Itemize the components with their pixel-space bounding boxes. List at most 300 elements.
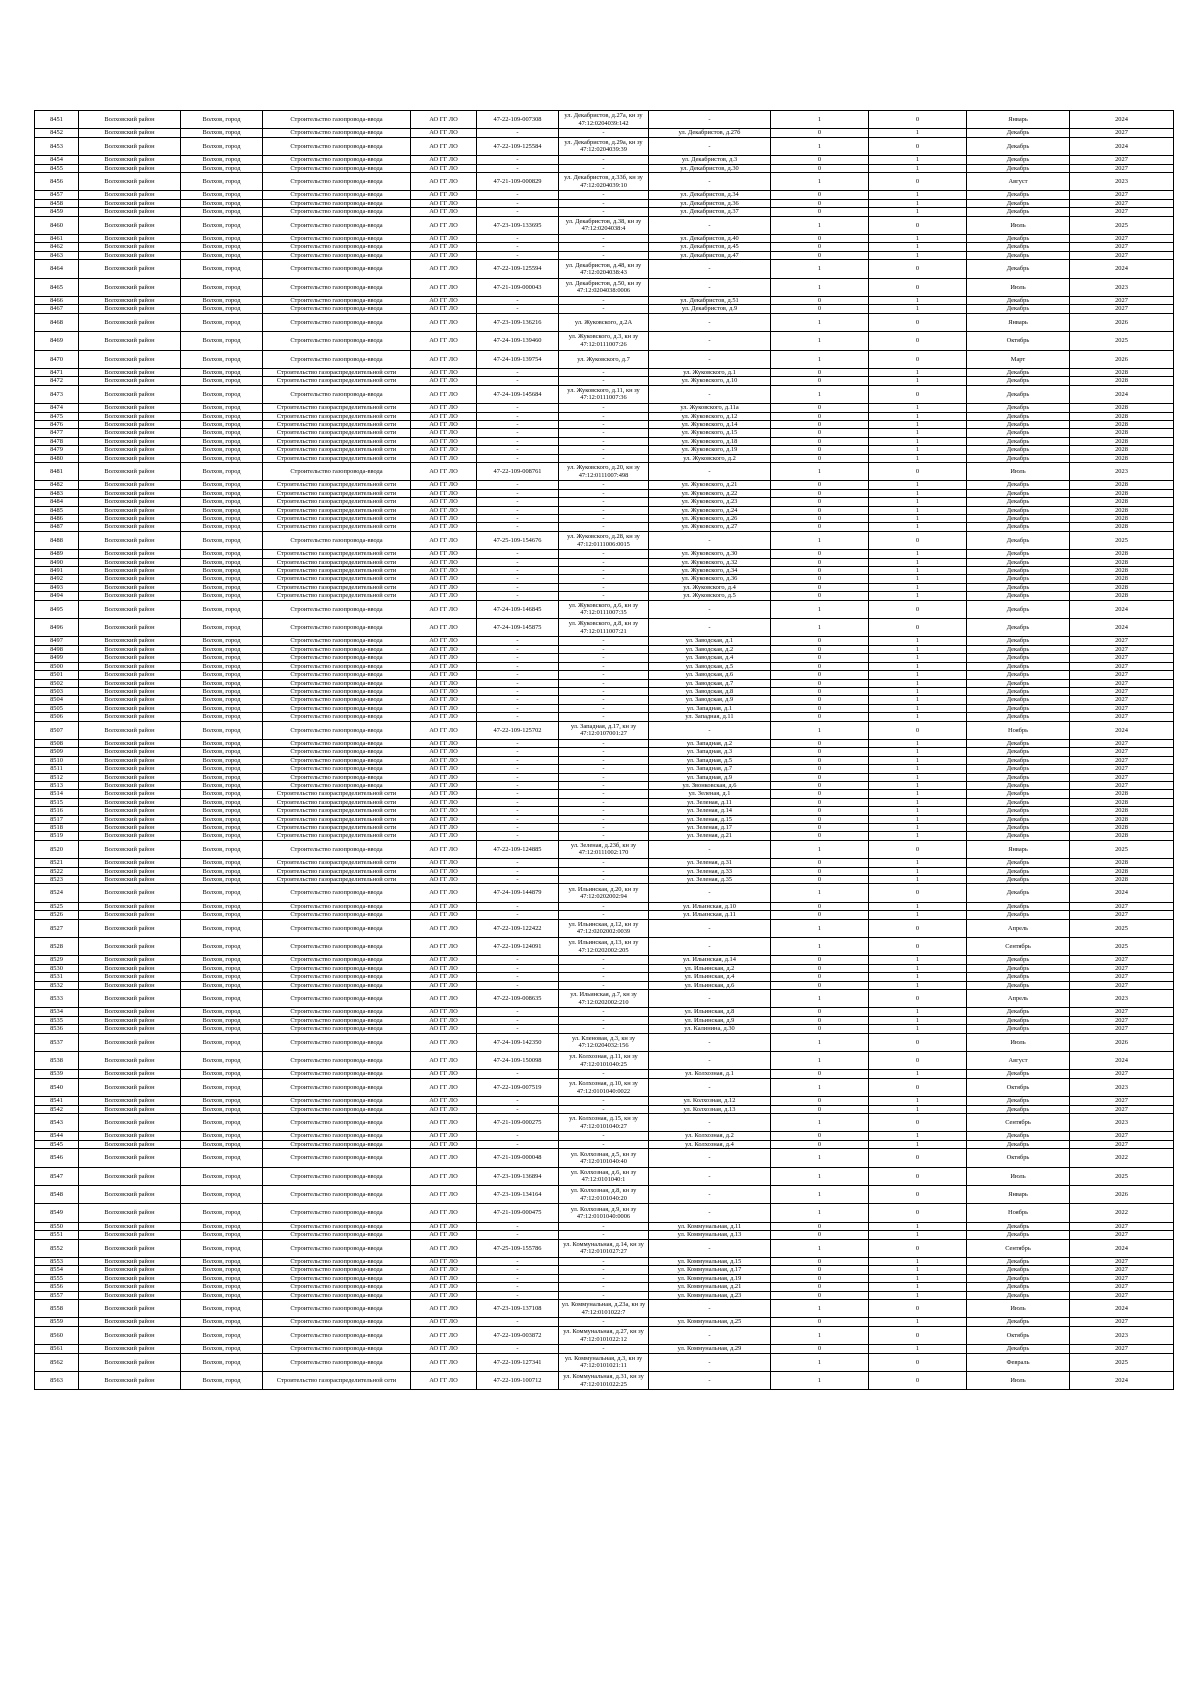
row-number-cell: 8470 [35,350,79,368]
row-number-cell: 8524 [35,884,79,902]
count-a-cell: 1 [771,313,869,331]
count-a-cell: 0 [771,1140,869,1148]
organization-cell: АО ГГ ЛО [411,1372,477,1390]
row-number-cell: 8515 [35,798,79,806]
table-row [35,567,1174,575]
city-cell: Волхов, город [181,216,263,234]
organization-cell: АО ГГ ЛО [411,531,477,549]
address-cadastral-cell: ул. Западная, д.17, кн зу 47:12:0107001:27 [559,721,649,739]
month-cell: Январь [967,1186,1070,1204]
city-cell: Волхов, город [181,515,263,523]
count-b-cell: 1 [869,756,967,764]
row-number-cell: 8494 [35,592,79,600]
table-row [35,973,1174,981]
count-a-cell: 0 [771,645,869,653]
work-type-cell: Строительство газопровода-ввода [263,199,411,207]
work-type-cell: Строительство газораспределительной сети [263,1372,411,1390]
table-row [35,1274,1174,1282]
count-a-cell: 0 [771,575,869,583]
work-type-cell: Строительство газораспределительной сети [263,859,411,867]
year-cell: 2024 [1070,1300,1174,1318]
month-cell: Декабрь [967,446,1070,454]
year-cell: 2027 [1070,191,1174,199]
count-a-cell: 0 [771,773,869,781]
table-row [35,765,1174,773]
month-cell: Август [967,1052,1070,1070]
organization-cell: АО ГГ ЛО [411,1016,477,1024]
address-cadastral-cell: - [559,704,649,712]
application-number-cell: - [477,129,559,137]
application-number-cell: - [477,305,559,313]
address-cell: ул. Декабристов, д.36 [649,199,771,207]
address-cell: ул. Звонковская, д.6 [649,781,771,789]
organization-cell: АО ГГ ЛО [411,902,477,910]
count-a-cell: 0 [771,1274,869,1282]
row-number-cell: 8469 [35,332,79,350]
row-number-cell: 8478 [35,437,79,445]
row-number-cell: 8487 [35,523,79,531]
application-number-cell: 47-22-109-003872 [477,1326,559,1344]
year-cell: 2028 [1070,823,1174,831]
city-cell: Волхов, город [181,773,263,781]
application-number-cell: - [477,704,559,712]
table-row [35,592,1174,600]
organization-cell: АО ГГ ЛО [411,1353,477,1371]
year-cell: 2024 [1070,137,1174,155]
work-type-cell: Строительство газопровода-ввода [263,1025,411,1033]
address-cell: - [649,1353,771,1371]
address-cadastral-cell: - [559,1274,649,1282]
month-cell: Декабрь [967,1097,1070,1105]
row-number-cell: 8453 [35,137,79,155]
application-number-cell: - [477,592,559,600]
month-cell: Декабрь [967,515,1070,523]
application-number-cell: - [477,1105,559,1113]
application-number-cell: 47-22-109-008635 [477,990,559,1008]
year-cell: 2028 [1070,421,1174,429]
district-cell: Волховский район [79,575,181,583]
count-b-cell: 1 [869,807,967,815]
count-b-cell: 1 [869,1070,967,1078]
month-cell: Декабрь [967,1008,1070,1016]
address-cell: ул. Зеленая, д.21 [649,832,771,840]
address-cell: ул. Коммунальная, д.25 [649,1318,771,1326]
address-cadastral-cell: ул. Жуковского, д.20, кн зу 47:12:0111007:498 [559,463,649,481]
address-cell: ул. Заводская, д.4 [649,654,771,662]
city-cell: Волхов, город [181,619,263,637]
row-number-cell: 8551 [35,1231,79,1239]
row-number-cell: 8532 [35,981,79,989]
count-b-cell: 1 [869,1008,967,1016]
application-number-cell: - [477,973,559,981]
month-cell: Июль [967,1033,1070,1051]
table-row [35,489,1174,497]
count-a-cell: 1 [771,919,869,937]
count-b-cell: 1 [869,765,967,773]
address-cadastral-cell: - [559,1222,649,1230]
count-b-cell: 1 [869,297,967,305]
month-cell: Декабрь [967,567,1070,575]
city-cell: Волхов, город [181,531,263,549]
row-number-cell: 8501 [35,671,79,679]
count-b-cell: 0 [869,1052,967,1070]
table-row [35,531,1174,549]
address-cell: ул. Зеленая, д.17 [649,823,771,831]
row-number-cell: 8496 [35,619,79,637]
table-row [35,964,1174,972]
address-cell: - [649,173,771,191]
year-cell: 2028 [1070,859,1174,867]
work-type-cell: Строительство газопровода-ввода [263,902,411,910]
address-cadastral-cell: - [559,481,649,489]
count-b-cell: 1 [869,748,967,756]
address-cell: ул. Коммунальная, д.15 [649,1257,771,1265]
application-number-cell: - [477,823,559,831]
month-cell: Декабрь [967,531,1070,549]
count-b-cell: 1 [869,832,967,840]
count-b-cell: 0 [869,278,967,296]
organization-cell: АО ГГ ЛО [411,1140,477,1148]
work-type-cell: Строительство газораспределительной сети [263,377,411,385]
organization-cell: АО ГГ ЛО [411,876,477,884]
address-cadastral-cell: - [559,756,649,764]
year-cell: 2025 [1070,1353,1174,1371]
address-cadastral-cell: ул. Жуковского, д.11, кн зу 47:12:0111007:36 [559,385,649,403]
year-cell: 2028 [1070,592,1174,600]
count-b-cell: 0 [869,1186,967,1204]
month-cell: Декабрь [967,696,1070,704]
city-cell: Волхов, город [181,600,263,618]
count-a-cell: 0 [771,739,869,747]
address-cell: ул. Коммунальная, д.17 [649,1266,771,1274]
address-cell: - [649,531,771,549]
district-cell: Волховский район [79,421,181,429]
row-number-cell: 8479 [35,446,79,454]
organization-cell: АО ГГ ЛО [411,583,477,591]
row-number-cell: 8484 [35,498,79,506]
address-cell: ул. Ильинская, д.8 [649,1008,771,1016]
work-type-cell: Строительство газопровода-ввода [263,662,411,670]
district-cell: Волховский район [79,297,181,305]
work-type-cell: Строительство газопровода-ввода [263,739,411,747]
row-number-cell: 8490 [35,558,79,566]
district-cell: Волховский район [79,815,181,823]
application-number-cell: 47-22-109-124091 [477,938,559,956]
application-number-cell: - [477,481,559,489]
month-cell: Декабрь [967,671,1070,679]
count-b-cell: 1 [869,1345,967,1353]
row-number-cell: 8454 [35,156,79,164]
district-cell: Волховский район [79,1186,181,1204]
organization-cell: АО ГГ ЛО [411,781,477,789]
city-cell: Волхов, город [181,654,263,662]
address-cell: ул. Колхозная, д.12 [649,1097,771,1105]
city-cell: Волхов, город [181,191,263,199]
count-b-cell: 0 [869,463,967,481]
organization-cell: АО ГГ ЛО [411,129,477,137]
table-row [35,454,1174,462]
district-cell: Волховский район [79,412,181,420]
address-cell: - [649,463,771,481]
district-cell: Волховский район [79,654,181,662]
application-number-cell: - [477,1274,559,1282]
year-cell: 2027 [1070,713,1174,721]
organization-cell: АО ГГ ЛО [411,859,477,867]
organization-cell: АО ГГ ЛО [411,1291,477,1299]
district-cell: Волховский район [79,637,181,645]
table-row [35,350,1174,368]
year-cell: 2028 [1070,832,1174,840]
address-cell: - [649,1114,771,1132]
organization-cell: АО ГГ ЛО [411,600,477,618]
month-cell: Декабрь [967,1291,1070,1299]
work-type-cell: Строительство газораспределительной сети [263,832,411,840]
year-cell: 2028 [1070,454,1174,462]
work-type-cell: Строительство газопровода-ввода [263,173,411,191]
row-number-cell: 8452 [35,129,79,137]
count-a-cell: 0 [771,368,869,376]
table-row [35,981,1174,989]
count-b-cell: 1 [869,1283,967,1291]
count-a-cell: 0 [771,412,869,420]
address-cell: ул. Жуковского, д.5 [649,592,771,600]
table-row [35,637,1174,645]
organization-cell: АО ГГ ЛО [411,463,477,481]
district-cell: Волховский район [79,156,181,164]
city-cell: Волхов, город [181,781,263,789]
table-row [35,515,1174,523]
year-cell: 2023 [1070,1326,1174,1344]
address-cell: ул. Коммунальная, д.29 [649,1345,771,1353]
year-cell: 2025 [1070,216,1174,234]
month-cell: Июль [967,1372,1070,1390]
table-row [35,523,1174,531]
year-cell: 2023 [1070,278,1174,296]
year-cell: 2027 [1070,696,1174,704]
work-type-cell: Строительство газораспределительной сети [263,506,411,514]
organization-cell: АО ГГ ЛО [411,654,477,662]
district-cell: Волховский район [79,429,181,437]
organization-cell: АО ГГ ЛО [411,385,477,403]
year-cell: 2028 [1070,876,1174,884]
address-cell: - [649,1326,771,1344]
work-type-cell: Строительство газораспределительной сети [263,867,411,875]
address-cadastral-cell: ул. Коммунальная, д.3, кн зу 47:12:0101021:11 [559,1353,649,1371]
application-number-cell: 47-21-109-000043 [477,278,559,296]
work-type-cell: Строительство газопровода-ввода [263,645,411,653]
work-type-cell: Строительство газопровода-ввода [263,235,411,243]
row-number-cell: 8555 [35,1274,79,1282]
application-number-cell: - [477,523,559,531]
table-row [35,1016,1174,1024]
count-b-cell: 1 [869,421,967,429]
year-cell: 2028 [1070,404,1174,412]
address-cell: - [649,1372,771,1390]
city-cell: Волхов, город [181,164,263,172]
city-cell: Волхов, город [181,1231,263,1239]
row-number-cell: 8526 [35,911,79,919]
month-cell: Декабрь [967,756,1070,764]
year-cell: 2022 [1070,1149,1174,1167]
count-b-cell: 1 [869,1257,967,1265]
work-type-cell: Строительство газораспределительной сети [263,454,411,462]
address-cell: ул. Зеленая, д.14 [649,807,771,815]
application-number-cell: 47-22-109-100712 [477,1372,559,1390]
organization-cell: АО ГГ ЛО [411,687,477,695]
count-a-cell: 0 [771,1008,869,1016]
district-cell: Волховский район [79,1266,181,1274]
count-b-cell: 0 [869,173,967,191]
organization-cell: АО ГГ ЛО [411,1204,477,1222]
address-cell: ул. Западная, д.2 [649,739,771,747]
address-cadastral-cell: - [559,1070,649,1078]
month-cell: Декабрь [967,260,1070,278]
city-cell: Волхов, город [181,990,263,1008]
year-cell: 2028 [1070,567,1174,575]
row-number-cell: 8510 [35,756,79,764]
address-cadastral-cell: - [559,506,649,514]
address-cell: ул. Жуковского, д.32 [649,558,771,566]
row-number-cell: 8553 [35,1257,79,1265]
month-cell: Декабрь [967,251,1070,259]
district-cell: Волховский район [79,876,181,884]
district-cell: Волховский район [79,790,181,798]
address-cell: ул. Зеленая, д.11 [649,798,771,806]
count-a-cell: 0 [771,902,869,910]
month-cell: Июль [967,1167,1070,1185]
count-a-cell: 0 [771,377,869,385]
application-number-cell: - [477,645,559,653]
work-type-cell: Строительство газопровода-ввода [263,619,411,637]
city-cell: Волхов, город [181,1149,263,1167]
month-cell: Сентябрь [967,1114,1070,1132]
address-cell: ул. Зеленая, д.31 [649,859,771,867]
month-cell: Декабрь [967,583,1070,591]
application-number-cell: - [477,1257,559,1265]
city-cell: Волхов, город [181,558,263,566]
work-type-cell: Строительство газопровода-ввода [263,1105,411,1113]
month-cell: Июль [967,278,1070,296]
month-cell: Декабрь [967,956,1070,964]
district-cell: Волховский район [79,463,181,481]
address-cadastral-cell: - [559,498,649,506]
application-number-cell: - [477,404,559,412]
month-cell: Декабрь [967,575,1070,583]
count-b-cell: 1 [869,523,967,531]
count-a-cell: 1 [771,350,869,368]
table-row [35,156,1174,164]
city-cell: Волхов, город [181,964,263,972]
month-cell: Ноябрь [967,721,1070,739]
address-cadastral-cell: ул. Кленовая, д.3, кн зу 47:12:0204032:156 [559,1033,649,1051]
application-number-cell: 47-22-109-122422 [477,919,559,937]
address-cadastral-cell: - [559,679,649,687]
city-cell: Волхов, город [181,1097,263,1105]
table-row [35,1345,1174,1353]
table-row [35,278,1174,296]
address-cell: ул. Ильинская, д.10 [649,902,771,910]
application-number-cell: - [477,550,559,558]
address-cadastral-cell: - [559,156,649,164]
year-cell: 2023 [1070,1078,1174,1096]
year-cell: 2027 [1070,671,1174,679]
city-cell: Волхов, город [181,350,263,368]
city-cell: Волхов, город [181,1204,263,1222]
year-cell: 2027 [1070,156,1174,164]
row-number-cell: 8486 [35,515,79,523]
table-row [35,377,1174,385]
city-cell: Волхов, город [181,489,263,497]
table-row [35,1186,1174,1204]
work-type-cell: Строительство газопровода-ввода [263,884,411,902]
month-cell: Декабрь [967,911,1070,919]
row-number-cell: 8466 [35,297,79,305]
application-number-cell: 47-21-109-000475 [477,1204,559,1222]
work-type-cell: Строительство газораспределительной сети [263,592,411,600]
district-cell: Волховский район [79,446,181,454]
count-b-cell: 1 [869,1291,967,1299]
organization-cell: АО ГГ ЛО [411,662,477,670]
city-cell: Волхов, город [181,902,263,910]
organization-cell: АО ГГ ЛО [411,332,477,350]
year-cell: 2028 [1070,446,1174,454]
city-cell: Волхов, город [181,956,263,964]
year-cell: 2023 [1070,1114,1174,1132]
count-a-cell: 0 [771,1016,869,1024]
count-a-cell: 0 [771,1070,869,1078]
address-cadastral-cell: - [559,515,649,523]
month-cell: Декабрь [967,199,1070,207]
work-type-cell: Строительство газопровода-ввода [263,956,411,964]
count-b-cell: 0 [869,840,967,858]
table-row [35,662,1174,670]
count-a-cell: 0 [771,1222,869,1230]
address-cadastral-cell: - [559,1318,649,1326]
address-cadastral-cell: ул. Декабристов, д.27а, кн зу 47:12:0204039:142 [559,111,649,129]
address-cell: ул. Колхозная, д.4 [649,1140,771,1148]
count-a-cell: 0 [771,671,869,679]
month-cell: Декабрь [967,773,1070,781]
year-cell: 2027 [1070,1291,1174,1299]
count-a-cell: 0 [771,1291,869,1299]
address-cell: ул. Колхозная, д.13 [649,1105,771,1113]
organization-cell: АО ГГ ЛО [411,739,477,747]
count-b-cell: 1 [869,429,967,437]
organization-cell: АО ГГ ЛО [411,216,477,234]
application-number-cell: - [477,662,559,670]
year-cell: 2027 [1070,781,1174,789]
month-cell: Декабрь [967,506,1070,514]
row-number-cell: 8481 [35,463,79,481]
month-cell: Июль [967,463,1070,481]
month-cell: Декабрь [967,1132,1070,1140]
count-a-cell: 1 [771,137,869,155]
application-number-cell: - [477,429,559,437]
city-cell: Волхов, город [181,1239,263,1257]
city-cell: Волхов, город [181,840,263,858]
month-cell: Декабрь [967,558,1070,566]
address-cadastral-cell: - [559,129,649,137]
address-cell: - [649,385,771,403]
month-cell: Сентябрь [967,1239,1070,1257]
row-number-cell: 8472 [35,377,79,385]
count-a-cell: 0 [771,164,869,172]
work-type-cell: Строительство газораспределительной сети [263,790,411,798]
month-cell: Сентябрь [967,938,1070,956]
row-number-cell: 8468 [35,313,79,331]
district-cell: Волховский район [79,173,181,191]
district-cell: Волховский район [79,1318,181,1326]
